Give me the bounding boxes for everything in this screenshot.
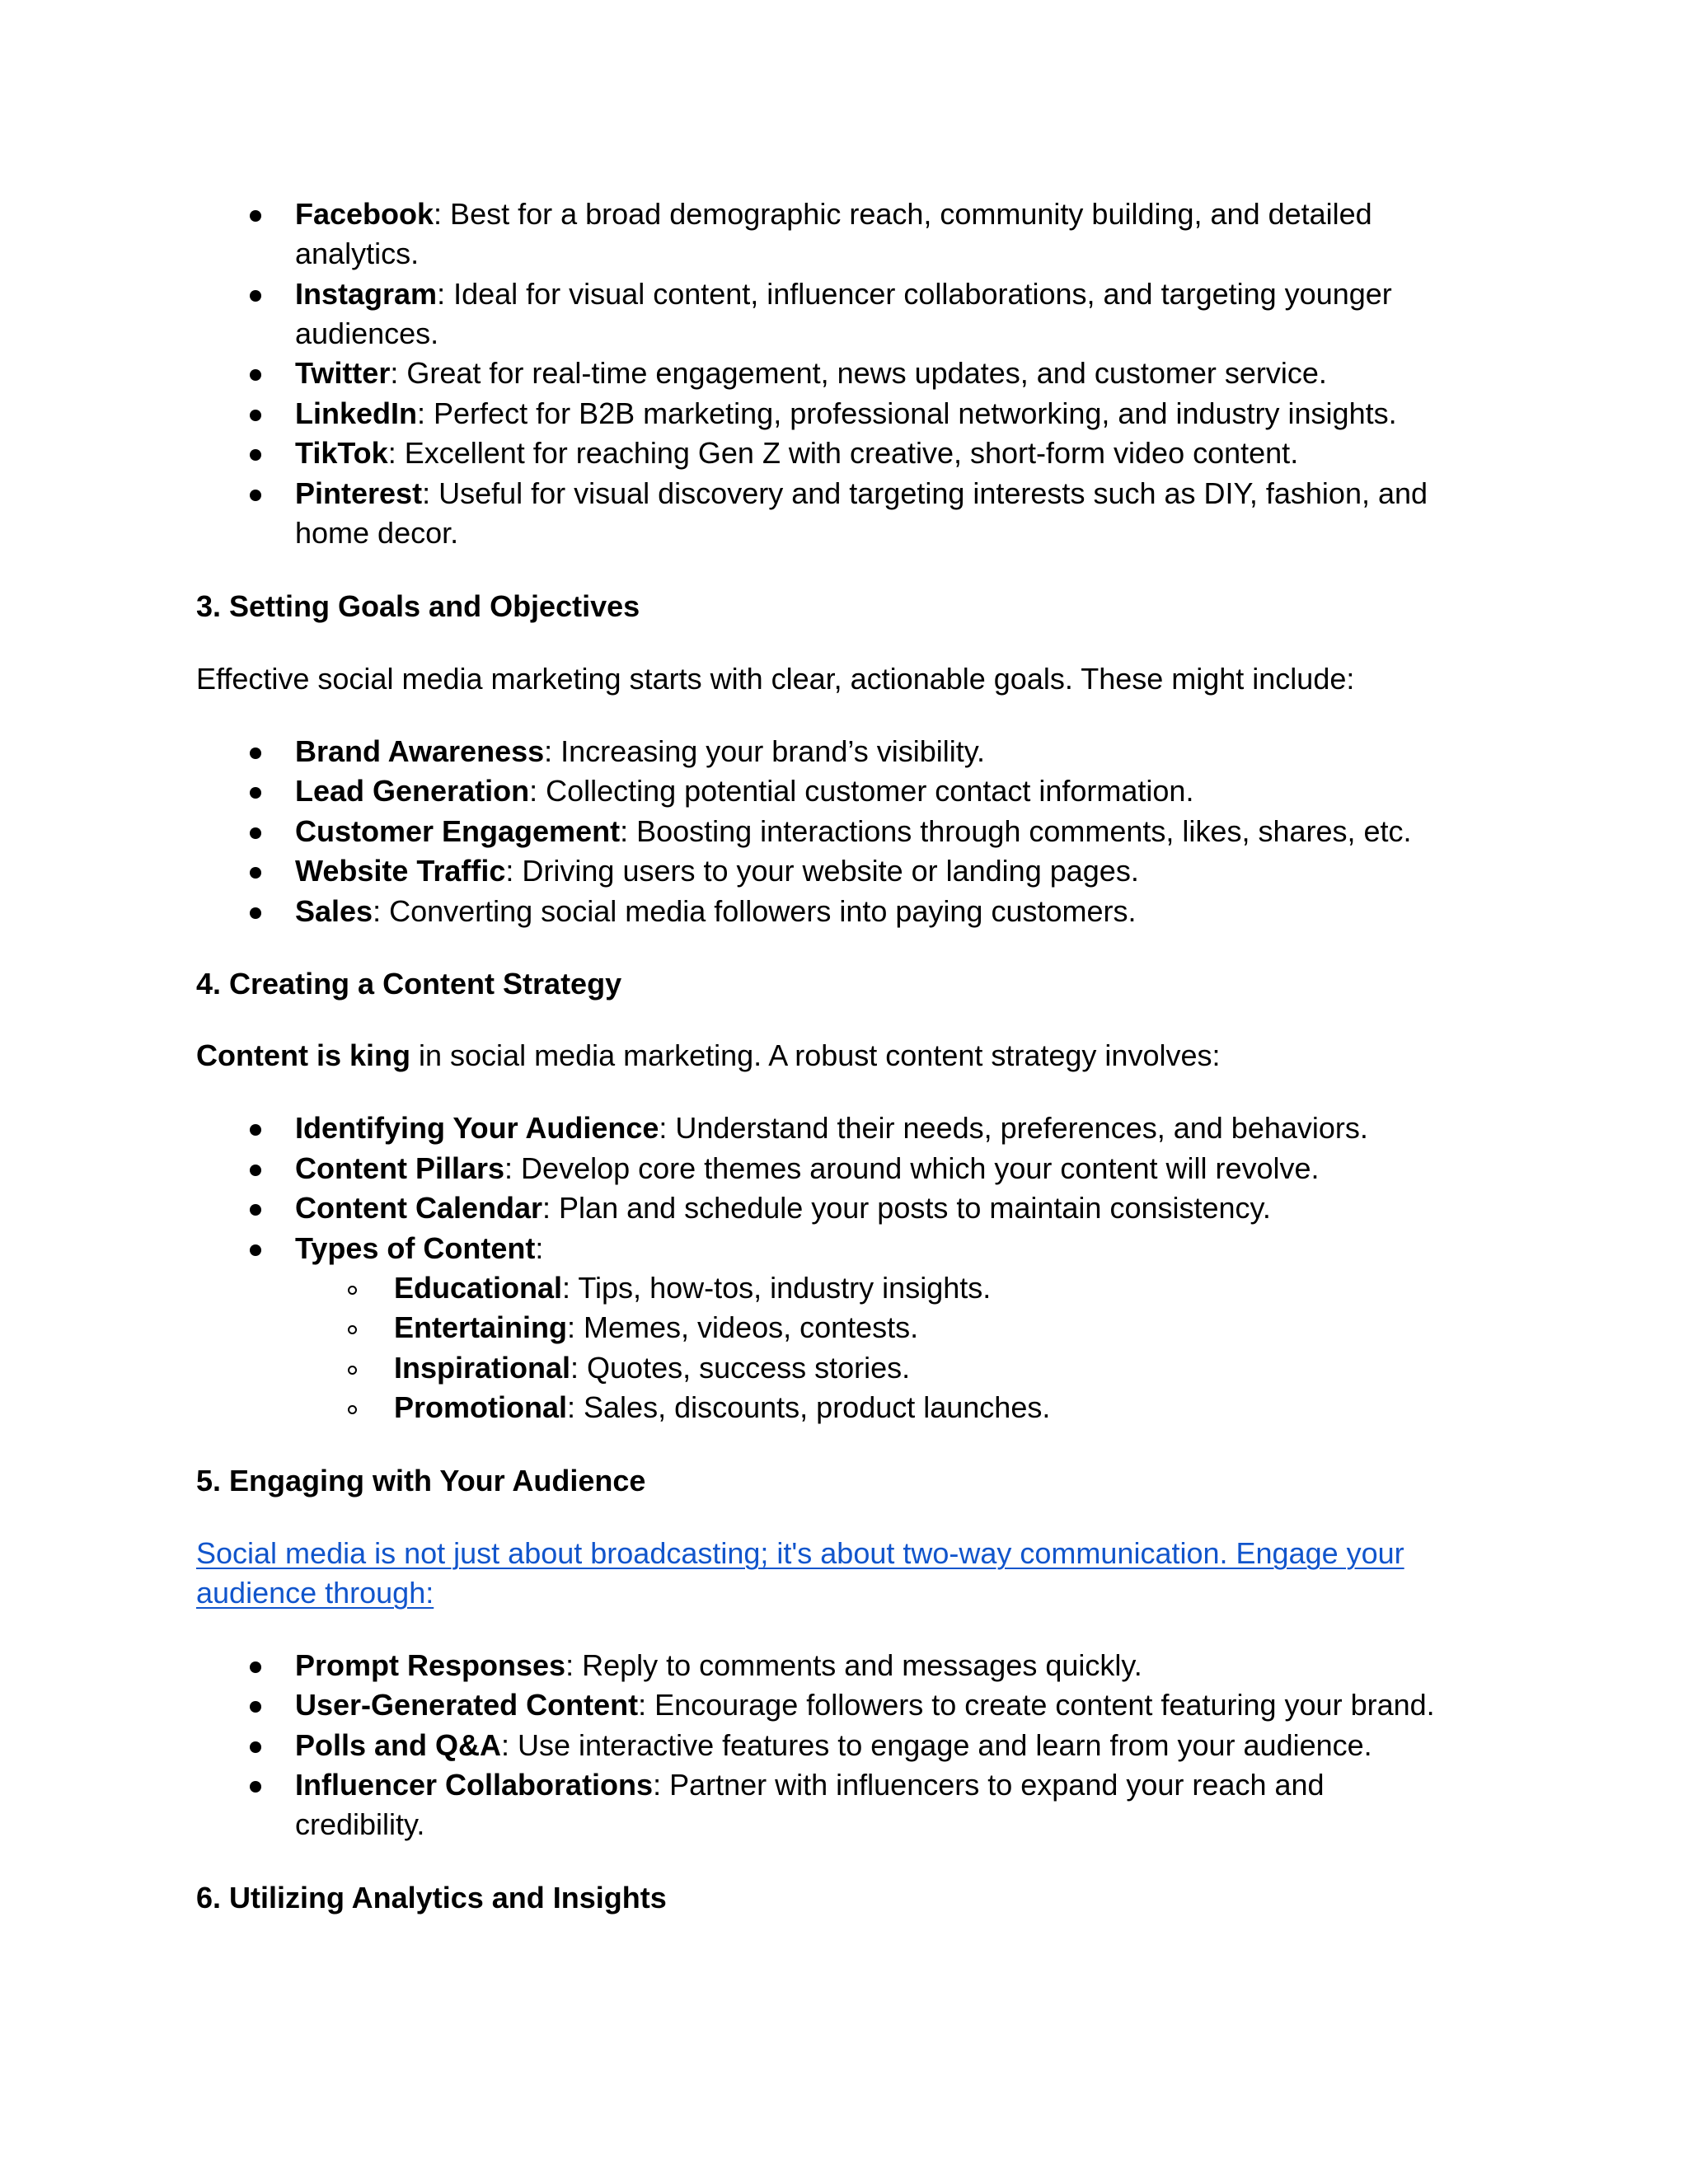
list-item-desc: : Partner with influencers to expand your reach and bbox=[653, 1768, 1325, 1802]
bullet-icon bbox=[250, 1124, 261, 1136]
list-item bbox=[295, 194, 1372, 234]
sub-list-item bbox=[394, 1308, 918, 1347]
sub-list-item bbox=[394, 1268, 991, 1308]
list-item-term: User-Generated Content bbox=[295, 1688, 639, 1722]
list-item-continuation: credibility. bbox=[295, 1807, 425, 1841]
list-item bbox=[295, 1646, 1142, 1685]
list-item-desc: : Boosting interactions through comments, likes, shares, etc. bbox=[620, 814, 1412, 848]
list-item-desc: : Encourage followers to create content featuring your brand. bbox=[638, 1688, 1435, 1722]
section-heading: 5. Engaging with Your Audience bbox=[196, 1464, 646, 1497]
list-item bbox=[295, 474, 1428, 513]
list-item-desc: : Excellent for reaching Gen Z with creative, short-form video content. bbox=[387, 436, 1299, 470]
list-item-desc: : Develop core themes around which your content will revolve. bbox=[504, 1151, 1320, 1185]
list-item-term: Pinterest bbox=[295, 476, 423, 510]
list-item-term: Instagram bbox=[295, 277, 438, 311]
engagement-link-continuation[interactable]: audience through: bbox=[196, 1576, 434, 1610]
bullet-icon bbox=[250, 1741, 261, 1753]
section-heading: 6. Utilizing Analytics and Insights bbox=[196, 1881, 667, 1915]
list-item bbox=[295, 771, 1193, 811]
list-item-term: Types of Content bbox=[295, 1231, 536, 1265]
bullet-icon bbox=[250, 827, 261, 839]
bullet-icon bbox=[250, 1781, 261, 1793]
bullet-icon bbox=[250, 490, 261, 501]
list-item-desc: : Ideal for visual content, influencer collaborations, and targeting younger bbox=[437, 277, 1392, 311]
list-item-continuation: analytics. bbox=[295, 237, 420, 270]
list-item bbox=[295, 732, 985, 771]
bullet-icon bbox=[250, 787, 261, 799]
list-item bbox=[295, 354, 1327, 393]
list-item-continuation: home decor. bbox=[295, 516, 459, 550]
list-item-term: Educational bbox=[394, 1271, 563, 1305]
list-item-term: Lead Generation bbox=[295, 774, 530, 808]
list-item-term: LinkedIn bbox=[295, 396, 418, 430]
list-item-term: Sales bbox=[295, 894, 373, 928]
list-item-term: Website Traffic bbox=[295, 854, 506, 888]
list-item-desc: : Converting social media followers into paying customers. bbox=[373, 894, 1137, 928]
list-item-desc: : Reply to comments and messages quickly. bbox=[565, 1648, 1142, 1682]
list-item bbox=[295, 1149, 1320, 1188]
list-item-desc: : Useful for visual discovery and targeting interests such as DIY, fashion, and bbox=[422, 476, 1428, 510]
bullet-icon bbox=[250, 867, 261, 879]
sub-list-item bbox=[394, 1388, 1050, 1427]
list-item bbox=[295, 394, 1397, 434]
list-item-term: Entertaining bbox=[394, 1310, 568, 1344]
list-item-term: Promotional bbox=[394, 1390, 568, 1424]
list-item-term: Influencer Collaborations bbox=[295, 1768, 654, 1802]
list-item bbox=[295, 1726, 1372, 1765]
list-item-term: TikTok bbox=[295, 436, 388, 470]
list-item-term: Prompt Responses bbox=[295, 1648, 566, 1682]
bullet-icon bbox=[250, 748, 261, 759]
list-item-term: Facebook bbox=[295, 197, 434, 231]
list-item-desc: : Collecting potential customer contact information. bbox=[529, 774, 1194, 808]
sub-bullet-icon bbox=[348, 1405, 357, 1414]
bullet-icon bbox=[250, 210, 261, 222]
bullet-icon bbox=[250, 1661, 261, 1673]
intro-rest: in social media marketing. A robust content strategy involves: bbox=[410, 1038, 1221, 1072]
list-item-desc: : Great for real-time engagement, news updates, and customer service. bbox=[390, 356, 1327, 390]
list-item-term: Content Calendar bbox=[295, 1191, 543, 1225]
bullet-icon bbox=[250, 449, 261, 461]
list-item-term: Twitter bbox=[295, 356, 391, 390]
bullet-icon bbox=[250, 369, 261, 381]
section-heading: 4. Creating a Content Strategy bbox=[196, 967, 622, 1001]
sub-list-item bbox=[394, 1348, 910, 1388]
section-heading: 3. Setting Goals and Objectives bbox=[196, 589, 640, 623]
sub-bullet-icon bbox=[348, 1325, 357, 1334]
bullet-icon bbox=[250, 1204, 261, 1216]
intro-bold: Content is king bbox=[196, 1038, 410, 1072]
list-item bbox=[295, 1685, 1435, 1725]
list-item-desc: : Increasing your brand’s visibility. bbox=[544, 734, 986, 768]
list-item bbox=[295, 434, 1298, 473]
list-item-desc: : Use interactive features to engage and learn from your audience. bbox=[501, 1728, 1372, 1762]
list-item bbox=[295, 1765, 1325, 1805]
list-item bbox=[295, 812, 1412, 851]
bullet-icon bbox=[250, 1701, 261, 1713]
bullet-icon bbox=[250, 290, 261, 302]
list-item-desc: : Sales, discounts, product launches. bbox=[567, 1390, 1051, 1424]
engagement-link[interactable]: Social media is not just about broadcasting; it's about two-way communication. Engage your bbox=[196, 1536, 1404, 1570]
list-item bbox=[295, 274, 1392, 314]
sub-bullet-icon bbox=[348, 1286, 357, 1295]
list-item-desc: : Memes, videos, contests. bbox=[567, 1310, 919, 1344]
bullet-icon bbox=[250, 1165, 261, 1176]
bullet-icon bbox=[250, 1244, 261, 1256]
list-item-desc: : Driving users to your website or landing pages. bbox=[505, 854, 1139, 888]
list-item-term: Identifying Your Audience bbox=[295, 1111, 659, 1145]
list-item-desc: : Tips, how-tos, industry insights. bbox=[562, 1271, 992, 1305]
list-item-desc: : Best for a broad demographic reach, community building, and detailed bbox=[434, 197, 1372, 231]
list-item bbox=[295, 1108, 1368, 1148]
list-item-desc: : Perfect for B2B marketing, professional networking, and industry insights. bbox=[417, 396, 1397, 430]
list-item bbox=[295, 1229, 543, 1268]
bullet-icon bbox=[250, 907, 261, 919]
list-item bbox=[295, 892, 1137, 931]
list-item-term: Inspirational bbox=[394, 1351, 571, 1385]
sub-bullet-icon bbox=[348, 1366, 357, 1375]
list-item-term: Polls and Q&A bbox=[295, 1728, 502, 1762]
list-item-term: Customer Engagement bbox=[295, 814, 621, 848]
bullet-icon bbox=[250, 410, 261, 421]
list-item-continuation: audiences. bbox=[295, 316, 439, 350]
list-item-desc: : Plan and schedule your posts to maintain consistency. bbox=[542, 1191, 1271, 1225]
list-item bbox=[295, 1188, 1271, 1228]
list-item-term: Content Pillars bbox=[295, 1151, 505, 1185]
list-item bbox=[295, 851, 1139, 891]
list-item-desc: : Understand their needs, preferences, and behaviors. bbox=[659, 1111, 1368, 1145]
list-item-desc: : bbox=[535, 1231, 544, 1265]
section-intro: Effective social media marketing starts with clear, actionable goals. These might include: bbox=[196, 662, 1355, 696]
section-intro bbox=[196, 1036, 1221, 1076]
list-item-desc: : Quotes, success stories. bbox=[570, 1351, 911, 1385]
list-item-term: Brand Awareness bbox=[295, 734, 545, 768]
